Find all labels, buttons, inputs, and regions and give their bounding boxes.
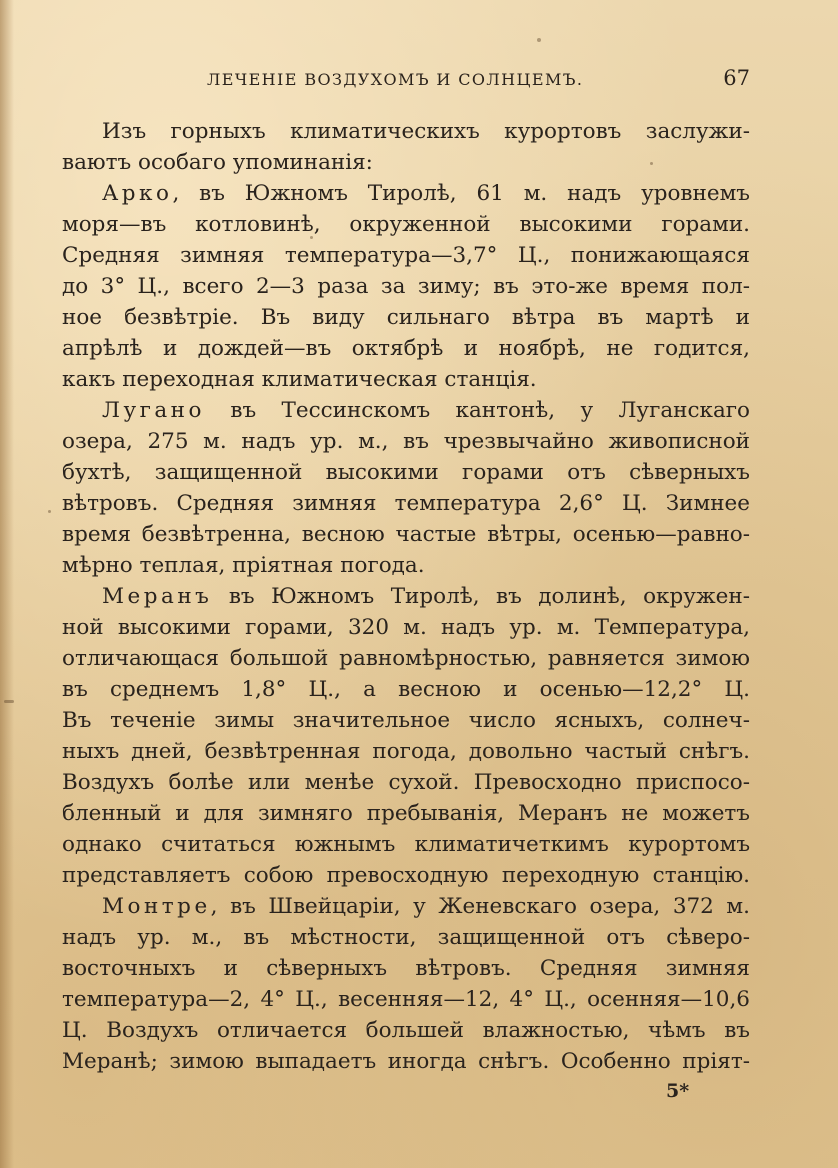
text-fragment: въ Южномъ Тиролѣ, въ долинѣ, окружен- — [212, 584, 750, 609]
text-line: Изъ горныхъ климатическихъ курортовъ заслужи- — [102, 119, 750, 144]
text-line: какъ переходная климатическая станція. — [62, 367, 537, 392]
body-text — [62, 116, 750, 1077]
text-line: до 3° Ц., всего 2—3 раза за зиму; въ это-же время пол- — [62, 274, 750, 299]
text-line: Средняя зимняя температура—3,7° Ц., понижающаяся — [62, 243, 750, 268]
signature-mark: 5* — [666, 1080, 690, 1102]
running-head — [62, 66, 750, 94]
running-title: ЛЕЧЕНІЕ ВОЗДУХОМЪ И СОЛНЦЕМЪ. — [207, 70, 584, 89]
text-line: Въ теченіе зимы значительное число ясныхъ, солнеч- — [62, 708, 750, 733]
text-line: отличающася большой равномѣрностью, равняется зимою — [62, 646, 750, 671]
text-line: надъ ур. м., въ мѣстности, защищенной отъ сѣверо- — [62, 925, 750, 950]
text-fragment: , въ Южномъ Тиролѣ, 61 м. надъ уровнемъ — [172, 181, 750, 206]
text-line: Воздухъ болѣе или менѣе сухой. Превосходно приспосо- — [62, 770, 750, 795]
text-line: Меранѣ; зимою выпадаетъ иногда снѣгъ. Особенно пріят- — [62, 1049, 750, 1074]
text-line: въ среднемъ 1,8° Ц., а весною и осенью—12,2° Ц. — [62, 677, 750, 702]
text-line: однако считаться южнымъ климатичеткимъ курортомъ — [62, 832, 750, 857]
text-line: представляетъ собою превосходную переходную станцію. — [62, 863, 750, 888]
text-line — [62, 581, 750, 612]
text-line: восточныхъ и сѣверныхъ вѣтровъ. Средняя зимняя — [62, 956, 750, 981]
paper-speck — [48, 510, 51, 513]
text-line: время безвѣтренна, весною частые вѣтры, осенью—равно- — [62, 522, 750, 547]
page-number: 67 — [723, 66, 750, 90]
text-line: вѣтровъ. Средняя зимняя температура 2,6° Ц. Зимнее — [62, 491, 750, 516]
paper-speck — [310, 236, 313, 239]
text-line — [62, 178, 750, 209]
text-line — [62, 395, 750, 426]
paper-speck — [537, 38, 541, 42]
text-line: озера, 275 м. надъ ур. м., въ чрезвычайно живописной — [62, 429, 750, 454]
text-line: Ц. Воздухъ отличается большей влажностью, чѣмъ въ — [62, 1018, 750, 1043]
paper-speck — [4, 700, 14, 703]
text-line: ное безвѣтріе. Въ виду сильнаго вѣтра въ мартѣ и — [62, 305, 750, 330]
text-line: бухтѣ, защищенной высокими горами отъ сѣверныхъ — [62, 460, 750, 485]
text-line — [62, 891, 750, 922]
place-name-lugano: Лугано — [102, 398, 205, 423]
paper-speck — [650, 162, 653, 165]
text-line: ныхъ дней, безвѣтренная погода, довольно частый снѣгъ. — [62, 739, 750, 764]
text-line: апрѣлѣ и дождей—въ октябрѣ и ноябрѣ, не годится, — [62, 336, 750, 361]
text-line: мѣрно теплая, пріятная погода. — [62, 553, 425, 578]
place-name-meran: Меранъ — [102, 584, 213, 609]
text-fragment: въ Тессинскомъ кантонѣ, у Луганскаго — [204, 398, 750, 423]
text-line: ной высокими горами, 320 м. надъ ур. м. Температура, — [62, 615, 750, 640]
text-line: ваютъ особаго упоминанія: — [62, 150, 373, 175]
place-name-arco: Арко — [102, 181, 173, 206]
paper-speck — [580, 845, 583, 848]
place-name-montreux: Монтре — [102, 894, 211, 919]
text-line: бленный и для зимняго пребыванія, Меранъ не можетъ — [62, 801, 750, 826]
text-fragment: , въ Швейцаріи, у Женевскаго озера, 372 м. — [210, 894, 750, 919]
text-line: температура—2, 4° Ц., весенняя—12, 4° Ц., осенняя—10,6 — [62, 987, 750, 1012]
page-edge-shadow — [0, 0, 14, 1168]
text-line: моря—въ котловинѣ, окруженной высокими горами. — [62, 212, 750, 237]
